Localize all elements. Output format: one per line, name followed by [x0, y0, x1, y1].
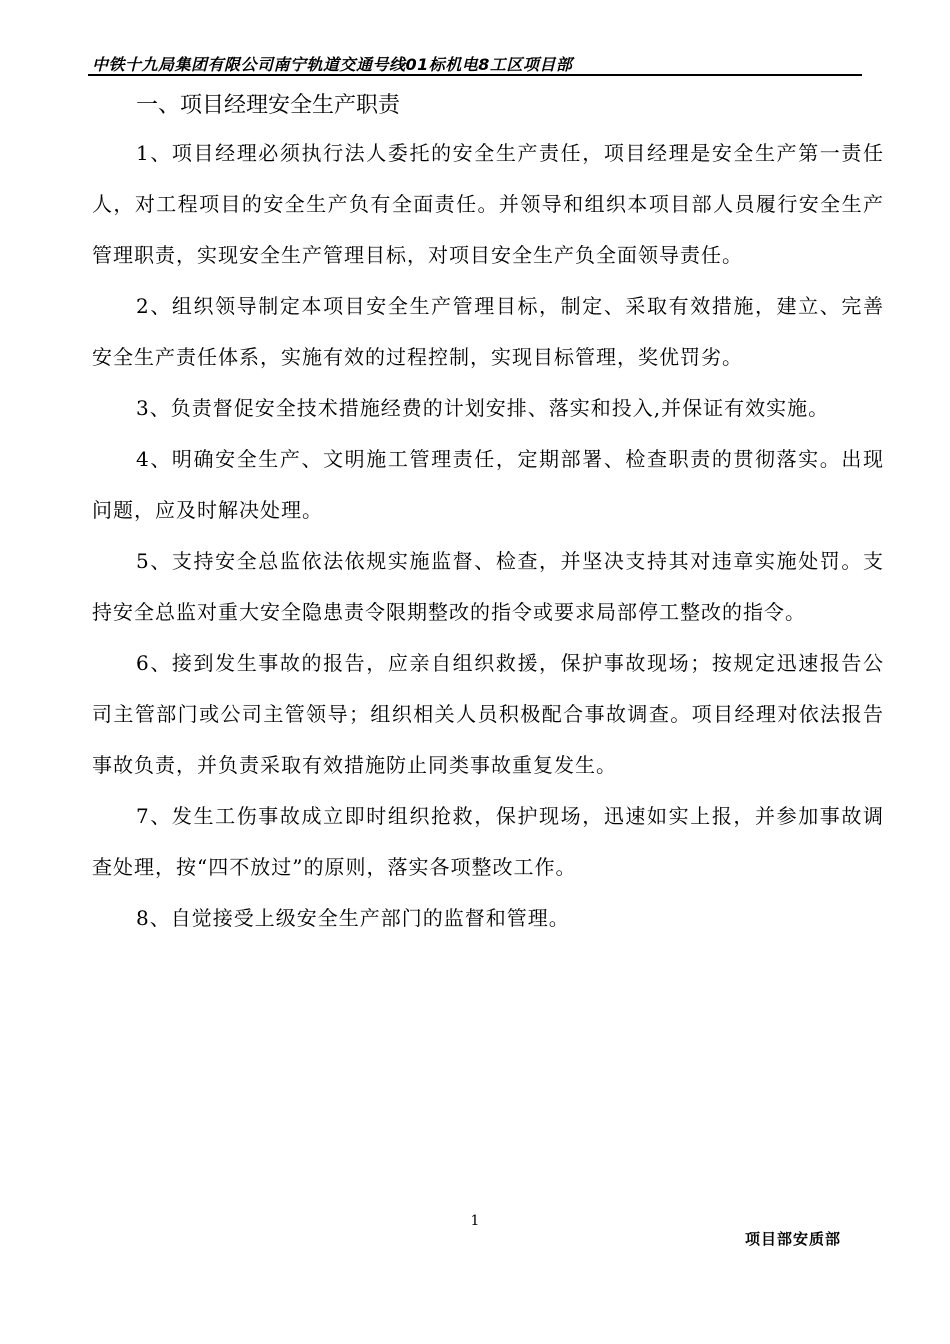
footer-department: 项目部安质部 — [745, 1230, 842, 1248]
paragraph-1: 1、项目经理必须执行法人委托的安全生产责任，项目经理是安全生产第一责任人，对工程项目的安全生产负有全面责任。并领导和组织本项目部人员履行安全生产管理职责，实现安全生产管理目标，对项目安全生产负全面领导责任。 — [92, 141, 884, 267]
page-number: 1 — [470, 1213, 480, 1229]
paragraph-6: 6、接到发生事故的报告，应亲自组织救援，保护事故现场；按规定迅速报告公司主管部门或公司主管领导；组织相关人员积极配合事故调查。项目经理对依法报告事故负责，并负责采取有效措施防止同类事故重复发生。 — [92, 651, 884, 777]
paragraph-2: 2、组织领导制定本项目安全生产管理目标，制定、采取有效措施，建立、完善安全生产责任体系，实施有效的过程控制，实现目标管理，奖优罚劣。 — [92, 294, 884, 369]
document-body — [92, 128, 884, 944]
paragraph-5: 5、支持安全总监依法依规实施监督、检查，并坚决支持其对违章实施处罚。支持安全总监对重大安全隐患责令限期整改的指令或要求局部停工整改的指令。 — [92, 549, 884, 624]
paragraph-7: 7、发生工伤事故成立即时组织抢救，保护现场，迅速如实上报，并参加事故调查处理，按“四不放过”的原则，落实各项整改工作。 — [92, 804, 884, 879]
section-title: 一、项目经理安全生产职责 — [136, 93, 401, 118]
paragraph-3: 3、负责督促安全技术措施经费的计划安排、落实和投入,并保证有效实施。 — [136, 396, 830, 420]
page-header-text: 中铁十九局集团有限公司南宁轨道交通号线01标机电8工区项目部 — [92, 55, 573, 74]
paragraph-4: 4、明确安全生产、文明施工管理责任，定期部署、检查职责的贯彻落实。出现问题，应及时解决处理。 — [92, 447, 884, 522]
paragraph-8: 8、自觉接受上级安全生产部门的监督和管理。 — [136, 906, 570, 930]
header-divider — [88, 74, 862, 76]
